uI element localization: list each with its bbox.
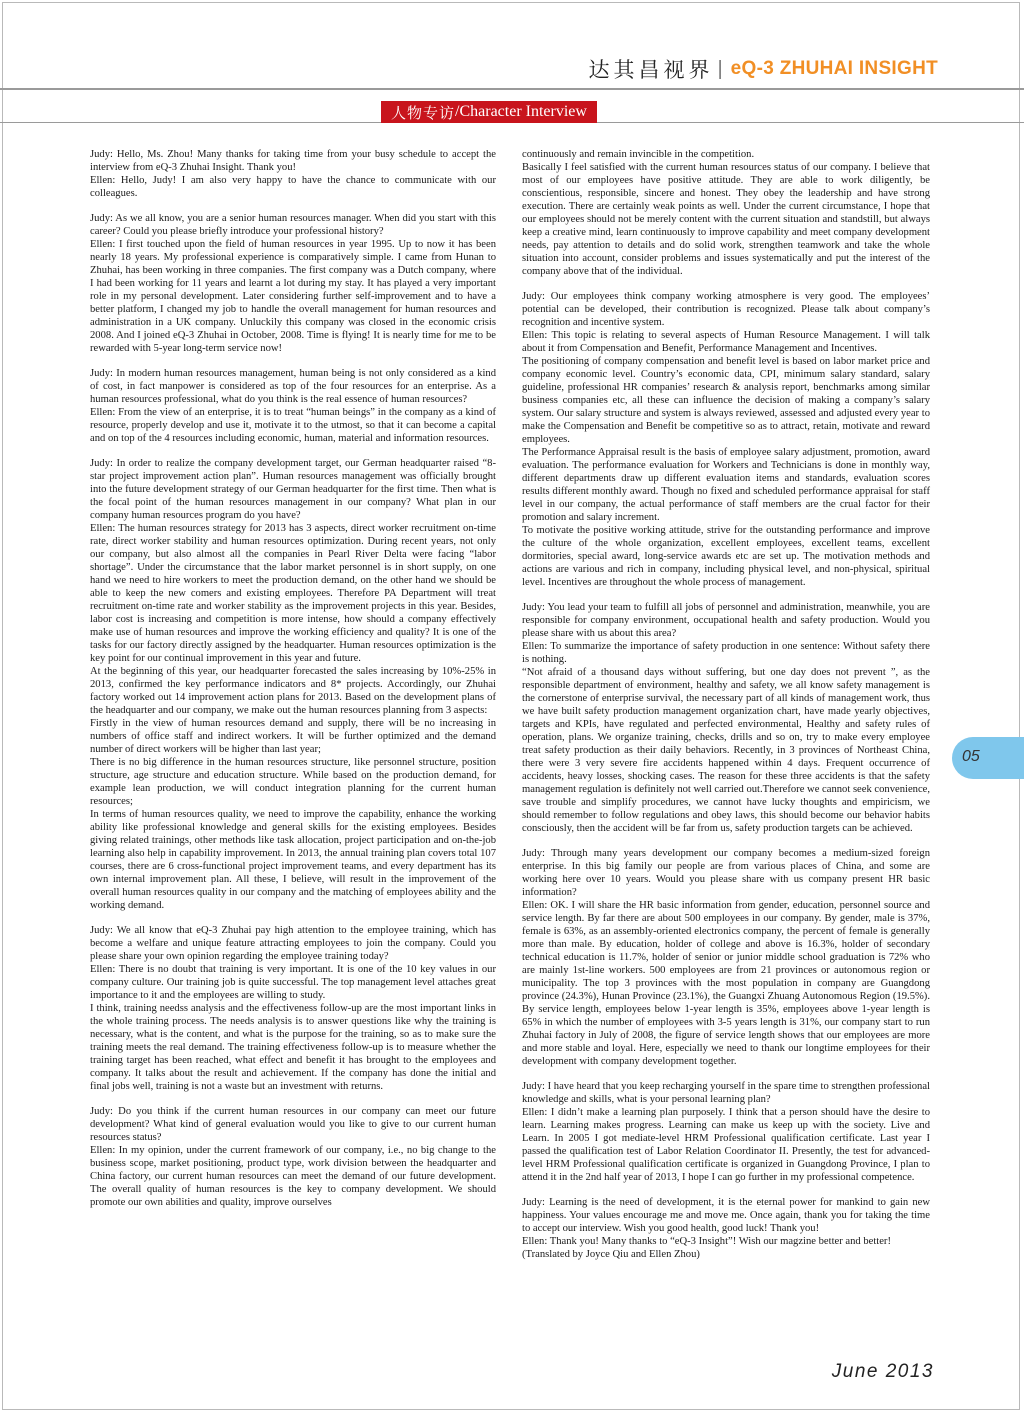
paragraph: Basically I feel satisfied with the current human resources status of our company. I believe that most of our employees have positive attitude. They are able to work diligently, be conscientious, responsible, sincere and honest. They obey the leadership and have strong execution. There are certainly weak points as well. Under the current circumstance, I hope that our employees should not be merely content with the current situation and standstill, but always keep a creative mind, learn continuously to improve capability and meet company development needs, pay attention to details and do solid work, strengthen teamwork and take the whole situation into account, consider problems and issues systematically and put the interest of the company above that of the individual. — [522, 162, 930, 277]
paragraph: To motivate the positive working attitude, strive for the outstanding performance and improve the culture of the whole organization, excellent employees, excellent teams, excellent dormitories, special award, long-service awards etc are set up. The motivation methods and actions are various and rich in company, including physical level, and non-physical, spiritual level. Incentives are throughout the whole process of management. — [522, 525, 930, 588]
paragraph: The Performance Appraisal result is the basis of employee salary adjustment, promotion, award evaluation. The performance evaluation for Workers and Technicians is done in monthly way, different departments draw up different evaluation items and standards, evaluation scores results different monthly award. Though no fixed and scheduled performance appraisal for staff level in our company, the actual performance of staff members are the crual factor for their promotion and salary increment. — [522, 447, 930, 523]
header-rule — [0, 88, 1024, 90]
paragraph: Judy: Learning is the need of development, it is the eternal power for mankind to gain new happiness. Your values encourage me and move me. Once again, thank you for taking the time to accept our interview. Wish you good health, good luck! Thank you! — [522, 1197, 930, 1234]
article-left-column — [90, 148, 496, 1209]
issue-date: June 2013 — [831, 1361, 934, 1382]
paragraph: Judy: Do you think if the current human resources in our company can meet our future development? What kind of general evaluation would you like to give to our current human resources status? — [90, 1106, 496, 1143]
brand-english-title: eQ-3 ZHUHAI INSIGHT — [730, 58, 938, 79]
paragraph: Ellen: In my opinion, under the current framework of our company, i.e., no big change to the business scope, market positioning, product type, work division between the headquarter and China factory, our current human resources can meet the demand of our future development. The overall quality of human resources is the key to company development. We should promote our own abilities and quality, improve ourselves — [90, 1145, 496, 1208]
paragraph: Judy: I have heard that you keep recharging yourself in the spare time to strengthen professional knowledge and skills, what is your personal learning plan? — [522, 1081, 930, 1105]
paragraph: Ellen: Hello, Judy! I am also very happy to have the chance to communicate with our colleagues. — [90, 175, 496, 199]
paragraph: There is no big difference in the human resources structure, like personnel structure, position structure, age structure and education structure. While based on the production demand, for example lean production, we will conduct integration planning for the current human resources; — [90, 757, 496, 807]
paragraph: The positioning of company compensation and benefit level is based on labor market price and company economic level. Country’s economic data, CPI, minimum salary standard, salary guideline, professional HR companies’ research & analysis report, benchmarks among similar business companies etc, all these can influence the decision of making a company’s salary system. Our salary structure and system is always reviewed, assessed and adjusted every year to make the Compensation and Benefit be competitive so as to attract, retain, motivate and reward employees. — [522, 356, 930, 445]
paragraph: Ellen: Thank you! Many thanks to “eQ-3 Insight”! Wish our magzine better and better! — [522, 1236, 891, 1247]
article-right-column — [522, 148, 930, 1261]
paragraph: Judy: In modern human resources management, human being is not only considered as a kind of cost, in fact manpower is considered as top of the four resources for an enterprise. As a human resources professional, what do you think is the real essence of human resources? — [90, 368, 496, 405]
paragraph: Judy: Our employees think company working atmosphere is very good. The employees’ potential can be developed, their contribution is recognized. Please talk about company’s recognition and incentive system. — [522, 291, 930, 328]
paragraph: Ellen: There is no doubt that training is very important. It is one of the 10 key values in our company culture. Our training job is quite successful. The top management level attaches great importance to it and the employees are willing to study. — [90, 964, 496, 1001]
paragraph: Ellen: To summarize the importance of safety production in one sentence: Without safety there is nothing. — [522, 641, 930, 665]
paragraph: Judy: Hello, Ms. Zhou! Many thanks for taking time from your busy schedule to accept the interview from eQ-3 Zhuhai Insight. Thank you! — [90, 149, 496, 173]
paragraph: Judy: You lead your team to fulfill all jobs of personnel and administration, meanwhile, you are responsible for company environment, occupational health and safety production. Would you please share with us about this area? — [522, 602, 930, 639]
paragraph: At the beginning of this year, our headquarter forecasted the sales increasing by 10%-25% in 2013, confirmed the key performance indicators and 8* projects. Accordingly, our Zhuhai factory worked out 14 improvement action plans for 2013. Based on the development plans of the headquarter and our company, we make out the human resources planning from 3 aspects: — [90, 666, 496, 716]
section-title-english: Character Interview — [459, 103, 587, 120]
paragraph: I think, training needss analysis and the effectiveness follow-up are the most important links in the whole training process. The needs analysis is to answer questions like why the training is necessary, what is the content, and what is the purpose for the training, so as to make sure the training meets the real demand. The training effectiveness follow-up is to measure whether the training target has been reached, what effect and benefit it has brought to the employees and company. It talks about the result and achievement. If the company has done the initial and final jobs well, training is not a waste but an investment with returns. — [90, 1003, 496, 1092]
paragraph: Judy: In order to realize the company development target, our German headquarter raised “8-star project improvement action plan”. Human resources management was officially brought into the future development strategy of our German headquarter for the first time. Then what is the focal point of the human resources management in our company? What plan in our company human resources program do you have? — [90, 458, 496, 521]
paragraph: Ellen: I didn’t make a learning plan purposely. I think that a person should have the desire to learn. Learning makes progress. Learning can make us keep up with the society. Live and Learn. In 2005 I got mediate-level HRM Professional qualification certificate. Last year I passed the qualification test of Labor Relation Coordinator II. Presently, the test for advanced-level HRM Professional qualification certificate is organized in Guangdong Province, I plan to attend it in the 2nd half year of 2013, I hope I can go further in my professional competence. — [522, 1107, 930, 1183]
page-number: 05 — [962, 748, 980, 765]
paragraph: Ellen: From the view of an enterprise, it is to treat “human beings” in the company as a kind of resource, properly develop and use it, motivate it to the utmost, so that it can become a capital and on top of the 4 resources including economic, human, material and information resources. — [90, 407, 496, 444]
paragraph: Judy: Through many years development our company becomes a medium-sized foreign enterprise. In this big family our people are from various places of China, and some are working here over 10 years. Would you please share with us company present HR basic information? — [522, 848, 930, 898]
paragraph: Judy: As we all know, you are a senior human resources manager. When did you start with this career? Could you please briefly introduce your professional history? — [90, 213, 496, 237]
section-title-chinese: 人物专访 — [391, 103, 456, 122]
paragraph: (Translated by Joyce Qiu and Ellen Zhou) — [522, 1249, 700, 1260]
brand-separator: | — [717, 57, 723, 80]
paragraph: Firstly in the view of human resources demand and supply, there will be no increasing in numbers of office staff and indirect workers. It will be further optimized and the demand number of direct workers will be higher than last year; — [90, 718, 496, 755]
section-label — [381, 101, 597, 123]
paragraph: continuously and remain invincible in the competition. — [522, 149, 755, 160]
paragraph: Ellen: OK. I will share the HR basic information from gender, education, personnel source and service length. By far there are about 500 employees in our company. By gender, male is 37%, female is 63%, as an assembly-oriented electronics company, the percent of female is generally more than male. By education, holder of college and above is 16.3%, holder of secondary technical education is 11.7%, holder of senior or junior middle school graduation is 72% who are mainly 1st-line workers. 500 employees are from 21 provinces or autonomous region or municipality. The top 3 provinces with the most population in company are Guangdong province (24.3%), Hunan Province (23.1%), the Guangxi Zhuang Autonomous Region (19.5%). By service length, employees below 1-year length is 35%, employees above 1-year length is 65% in which the number of employees with 3-5 years length is 31%, our company start to run Zhuhai factory in July of 2008, the figure of service length shows that our employees are more and more stable and loyal. Here, especially we need to thank our longtime employees for their development with company development together. — [522, 900, 930, 1067]
paragraph: “Not afraid of a thousand days without suffering, but one day does not prevent ”, as the responsible department of environment, healthy and safety, we all know safety management is the cornerstone of enterprise survival, the necessary part of all kinds of management work, thus we have built safety production management organization chart, have made yearly objectives, targets and KPIs, have regulated and perfected environmental, Healthy and safety rules of operation, plans. We organize training, checks, drills and so on, try to make every employee treat safety production as their daily behaviors. Recently, in 3 provinces of Northeast China, there were 3 very severe fire accidents happened within 4 days. Frequent occurrence of accidents, heavy losses, shocking cases. The reason for these three accidents is that the safety management regulation is definitely not well carried out.Therefore we cannot seek convenience, save trouble and simplify procedures, we cannot have lucky thoughts and empiricism, we should remember to follow regulations and obey laws, this should become our behavior habits consciously, then the accident will be far from us, safety production targets can be achieved. — [522, 667, 930, 834]
paragraph: Ellen: I first touched upon the field of human resources in year 1995. Up to now it has been nearly 18 years. My professional experience is comparatively simple. I came from Hunan to Zhuhai, has been working in three companies. The first company was a Dutch company, where I had been working for 11 years and learnt a lot during my stay. It has played a very important role in my personal development. Later considering further self-improvement and to have a better platform, I changed my job to handle the overall management for human resources and administration in a UK company. Unluckily this company was closed in the economic crisis 2008. And I joined eQ-3 Zhuhai in October, 2008. Time is flying! It is nearly time for me to be rewarded with 5-year long-term service now! — [90, 239, 496, 354]
section-title-slash: / — [455, 103, 460, 120]
paragraph: In terms of human resources quality, we need to improve the capability, enhance the working ability like professional knowledge and general skills for the existing employees. Besides giving related trainings, other methods like task allocation, project participation and on-the-job learning also help in capability improvement. In 2013, the annual training plan covers total 107 courses, there are 6 cross-functional project improvement teams, and every department has its own internal improvement plan. All these, I believe, will result in the improvement of the overall human resources quality in our company and the matching of employees ability and the working demand. — [90, 809, 496, 911]
magazine-masthead — [588, 54, 938, 84]
paragraph: Judy: We all know that eQ-3 Zhuhai pay high attention to the employee training, which has become a welfare and unique feature attracting employees to join the company. Could you please share your own opinion regarding the employee training today? — [90, 925, 496, 962]
brand-chinese-title: 达其昌视界 — [588, 58, 714, 82]
paragraph: Ellen: This topic is relating to several aspects of Human Resource Management. I will talk about it from Compensation and Benefit, Performance Management and Incentives. — [522, 330, 930, 354]
paragraph: Ellen: The human resources strategy for 2013 has 3 aspects, direct worker recruitment on-time rate, direct worker stability and human resources optimization. During recent years, not only our company, but also almost all the companies in Pearl River Delta were facing “labor shortage”. Under the circumstance that the labor market personnel is in short supply, on one hand we need to hire workers to meet the production demand, on the other hand we should be able to keep the new comers and existing employees. Therefore PA Department will treat recruitment on-time rate and worker stability as the improvement projects in this year. Besides, labor cost is increasing and competition is more intense, how should a company effectively make use of human resources and improve the working efficiency and quality? It is one of the tasks for our factory directly assigned by the headquarter. Human resources optimization is the key point for our continual improvement in this year and future. — [90, 523, 496, 664]
